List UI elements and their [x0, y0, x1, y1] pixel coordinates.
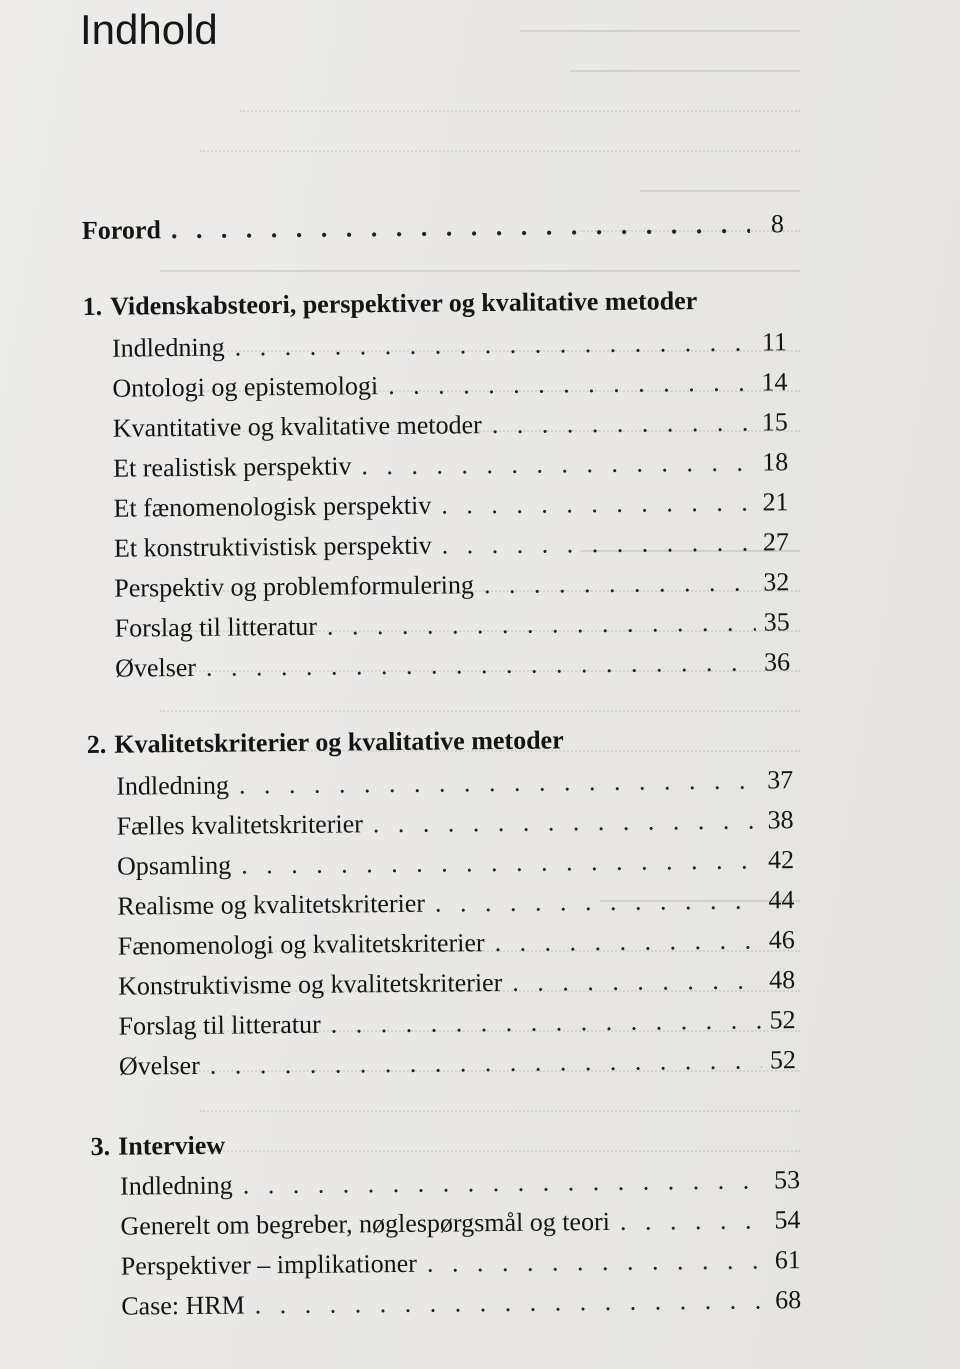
- toc-entry-page: 52: [769, 1045, 797, 1075]
- dot-leader: [361, 448, 754, 482]
- toc-entry[interactable]: [114, 527, 789, 563]
- dot-leader: [171, 210, 750, 246]
- toc-entry-preface[interactable]: [82, 209, 784, 246]
- toc-entry-page: 54: [774, 1205, 801, 1235]
- toc-entry-label: Indledning: [111, 332, 225, 363]
- toc-entry-page: 61: [774, 1245, 801, 1275]
- toc-entry-page: 46: [768, 925, 795, 955]
- toc-entry[interactable]: [118, 965, 795, 1001]
- toc-entry-page: 21: [762, 487, 789, 517]
- dot-leader: [210, 1045, 762, 1080]
- dot-leader: [441, 488, 755, 521]
- dot-leader: [492, 408, 754, 441]
- toc-entry-page: 52: [769, 1005, 796, 1035]
- toc-entry[interactable]: [118, 925, 795, 961]
- toc-entry-label: Fænomenologi og kvalitetskriterier: [117, 928, 485, 961]
- toc-entry[interactable]: [116, 765, 793, 801]
- toc-entry[interactable]: [120, 1165, 800, 1202]
- toc-entry-label: Et realistisk perspektiv: [113, 451, 352, 483]
- toc-entry-page: 18: [762, 447, 789, 477]
- dot-leader: [620, 1205, 767, 1236]
- toc-entry-label: Konstruktivisme og kvalitetskriterier: [118, 967, 503, 1001]
- toc-entry[interactable]: [121, 1245, 801, 1282]
- toc-entry-page: 68: [775, 1285, 802, 1315]
- toc-entry-page: 53: [773, 1165, 801, 1195]
- toc-entry-page: 32: [763, 567, 790, 597]
- toc-entry-page: 35: [763, 607, 790, 637]
- toc-entry-page: 48: [768, 965, 796, 995]
- toc-entry-page: 14: [761, 367, 788, 397]
- chapter-number: 1.: [82, 291, 103, 321]
- dot-leader: [427, 1245, 767, 1278]
- toc-entry[interactable]: [113, 487, 788, 523]
- toc-entry-label: Case: HRM: [121, 1290, 245, 1321]
- chapter-number: 2.: [86, 729, 107, 759]
- chapter-title: Kvalitetskriterier og kvalitative metoder: [114, 725, 564, 759]
- toc-entry[interactable]: [119, 1045, 796, 1081]
- toc-entry-label: Realisme og kvalitetskriterier: [117, 888, 426, 921]
- dot-leader: [241, 846, 760, 881]
- toc-entry-label: Fælles kvalitetskriterier: [116, 809, 363, 841]
- dot-leader: [484, 568, 756, 601]
- toc-entry[interactable]: [118, 1005, 795, 1041]
- toc-entry-label: Indledning: [119, 1170, 233, 1201]
- toc-entry[interactable]: [120, 1205, 800, 1242]
- toc-entry-page: 8: [770, 209, 785, 239]
- toc-entry[interactable]: [112, 367, 787, 403]
- dot-leader: [243, 1165, 767, 1200]
- toc-entry-label: Et konstruktivistisk perspektiv: [113, 530, 432, 563]
- chapter-heading-2[interactable]: [87, 725, 564, 760]
- dot-leader: [435, 886, 761, 919]
- toc-entry-label: Øvelser: [118, 1050, 200, 1081]
- toc-entry-label: Et fænomenologisk perspektiv: [113, 490, 432, 523]
- chapter-heading-1[interactable]: [82, 286, 697, 322]
- dot-leader: [331, 1005, 762, 1039]
- chapter-number: 3.: [90, 1131, 111, 1161]
- dot-leader: [512, 965, 761, 997]
- toc-entry-label: Øvelser: [114, 652, 197, 683]
- toc-entry-label: Ontologi og epistemologi: [112, 371, 379, 403]
- toc-entry[interactable]: [113, 447, 788, 483]
- toc-entry[interactable]: [112, 327, 787, 363]
- page-title: Indhold: [80, 6, 218, 53]
- chapter-heading-3[interactable]: [91, 1131, 226, 1162]
- dot-leader: [235, 328, 754, 363]
- chapter-title: Interview: [118, 1130, 226, 1161]
- toc-entry-label: Forslag til litteratur: [114, 611, 318, 643]
- dot-leader: [388, 368, 754, 402]
- toc-entry-page: 27: [762, 527, 790, 557]
- toc-entry-page: 44: [768, 885, 795, 915]
- dot-leader: [255, 1285, 768, 1320]
- dot-leader: [206, 648, 756, 683]
- toc-entry[interactable]: [114, 567, 789, 603]
- toc-entry[interactable]: [116, 805, 793, 841]
- toc-entry-page: 37: [767, 765, 794, 795]
- toc-entry-label: Kvantitative og kvalitative metoder: [112, 410, 482, 443]
- toc-entry-page: 11: [761, 327, 788, 357]
- toc-entry[interactable]: [115, 607, 790, 643]
- toc-entry-page: 38: [767, 805, 794, 835]
- toc-entry[interactable]: [121, 1285, 801, 1322]
- dot-leader: [239, 766, 760, 801]
- dot-leader: [373, 806, 760, 840]
- toc-entry[interactable]: [117, 885, 794, 921]
- toc-entry[interactable]: [113, 407, 788, 443]
- toc-entry-page: 15: [761, 407, 788, 437]
- toc-entry-label: Generelt om begreber, nøglespørgsmål og teori: [120, 1206, 611, 1241]
- toc-entry-label: Forord: [81, 215, 161, 245]
- toc-entry-label: Perspektiv og problemformulering: [114, 570, 475, 603]
- toc-entry[interactable]: [115, 647, 790, 683]
- toc-entry-label: Indledning: [116, 770, 230, 801]
- toc-entry[interactable]: [117, 845, 794, 881]
- toc-entry-label: Forslag til litteratur: [118, 1009, 321, 1041]
- toc-entry-label: Perspektiver – implikationer: [120, 1248, 418, 1281]
- toc-entry-page: 36: [763, 647, 791, 677]
- dot-leader: [442, 528, 756, 561]
- chapter-title: Videnskabsteori, perspektiver og kvalitative metoder: [109, 286, 698, 321]
- dot-leader: [327, 608, 756, 642]
- dot-leader: [494, 925, 760, 958]
- toc-entry-label: Opsamling: [116, 850, 232, 881]
- toc-entry-page: 42: [767, 845, 795, 875]
